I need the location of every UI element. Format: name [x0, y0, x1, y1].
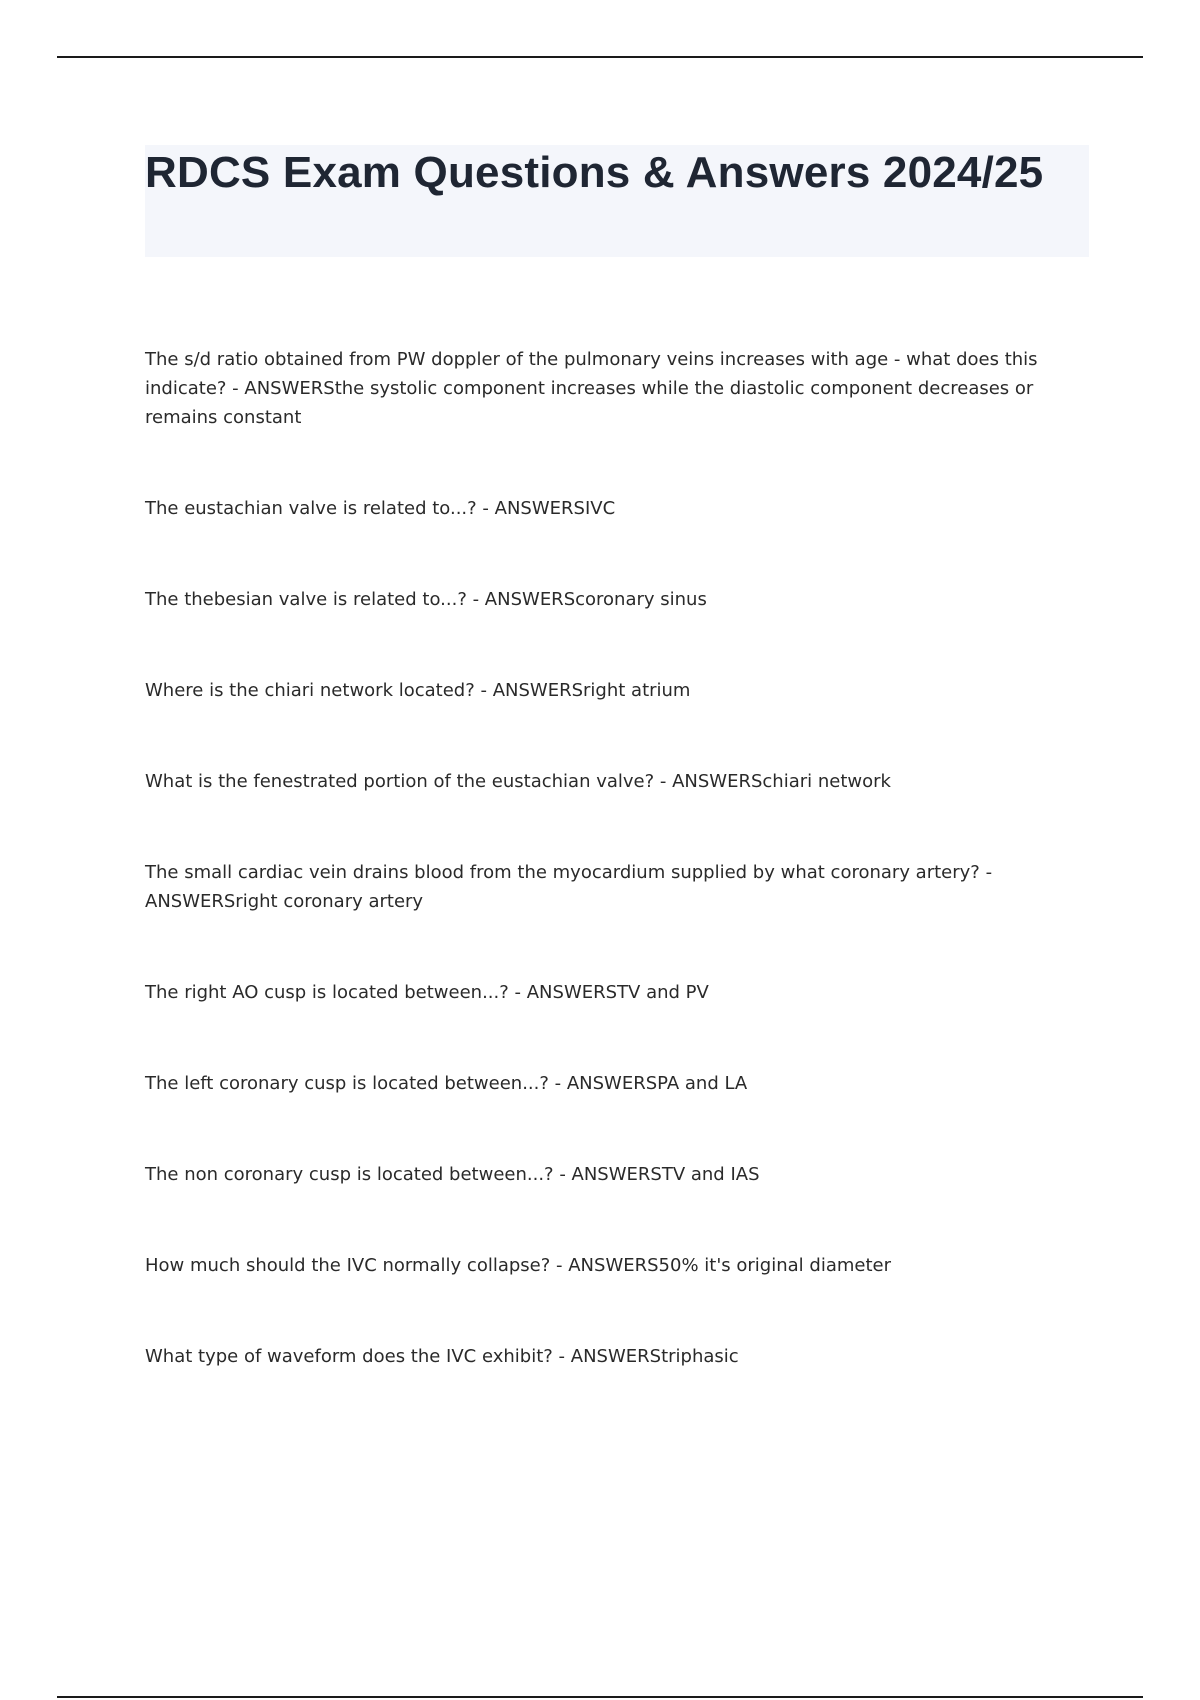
qa-item: The left coronary cusp is located between...? - ANSWERSPA and LA: [145, 1073, 748, 1094]
qa-item: What type of waveform does the IVC exhibit? - ANSWERStriphasic: [145, 1346, 739, 1367]
document-title: RDCS Exam Questions & Answers 2024/25: [145, 148, 1044, 197]
title-block: [145, 145, 1089, 257]
qa-item: The eustachian valve is related to...? - ANSWERSIVC: [145, 498, 616, 519]
bottom-divider: [57, 1696, 1143, 1698]
top-divider: [57, 56, 1143, 58]
qa-list: [145, 345, 1065, 1371]
qa-item: Where is the chiari network located? - ANSWERSright atrium: [145, 680, 691, 701]
qa-item: The thebesian valve is related to...? - ANSWERScoronary sinus: [145, 589, 707, 610]
qa-item: What is the fenestrated portion of the eustachian valve? - ANSWERSchiari network: [145, 771, 891, 792]
qa-item: The small cardiac vein drains blood from the myocardium supplied by what coronary artery? - ANSWERSright coronary artery: [145, 862, 993, 912]
qa-item: The s/d ratio obtained from PW doppler of the pulmonary veins increases with age - what does this indicate? - ANSWERSthe systolic component increases while the diastolic component decreases or remains constant: [145, 349, 1038, 428]
qa-item: The non coronary cusp is located between...? - ANSWERSTV and IAS: [145, 1164, 760, 1185]
qa-item: The right AO cusp is located between...? - ANSWERSTV and PV: [145, 982, 709, 1003]
qa-item: How much should the IVC normally collapse? - ANSWERS50% it's original diameter: [145, 1255, 891, 1276]
